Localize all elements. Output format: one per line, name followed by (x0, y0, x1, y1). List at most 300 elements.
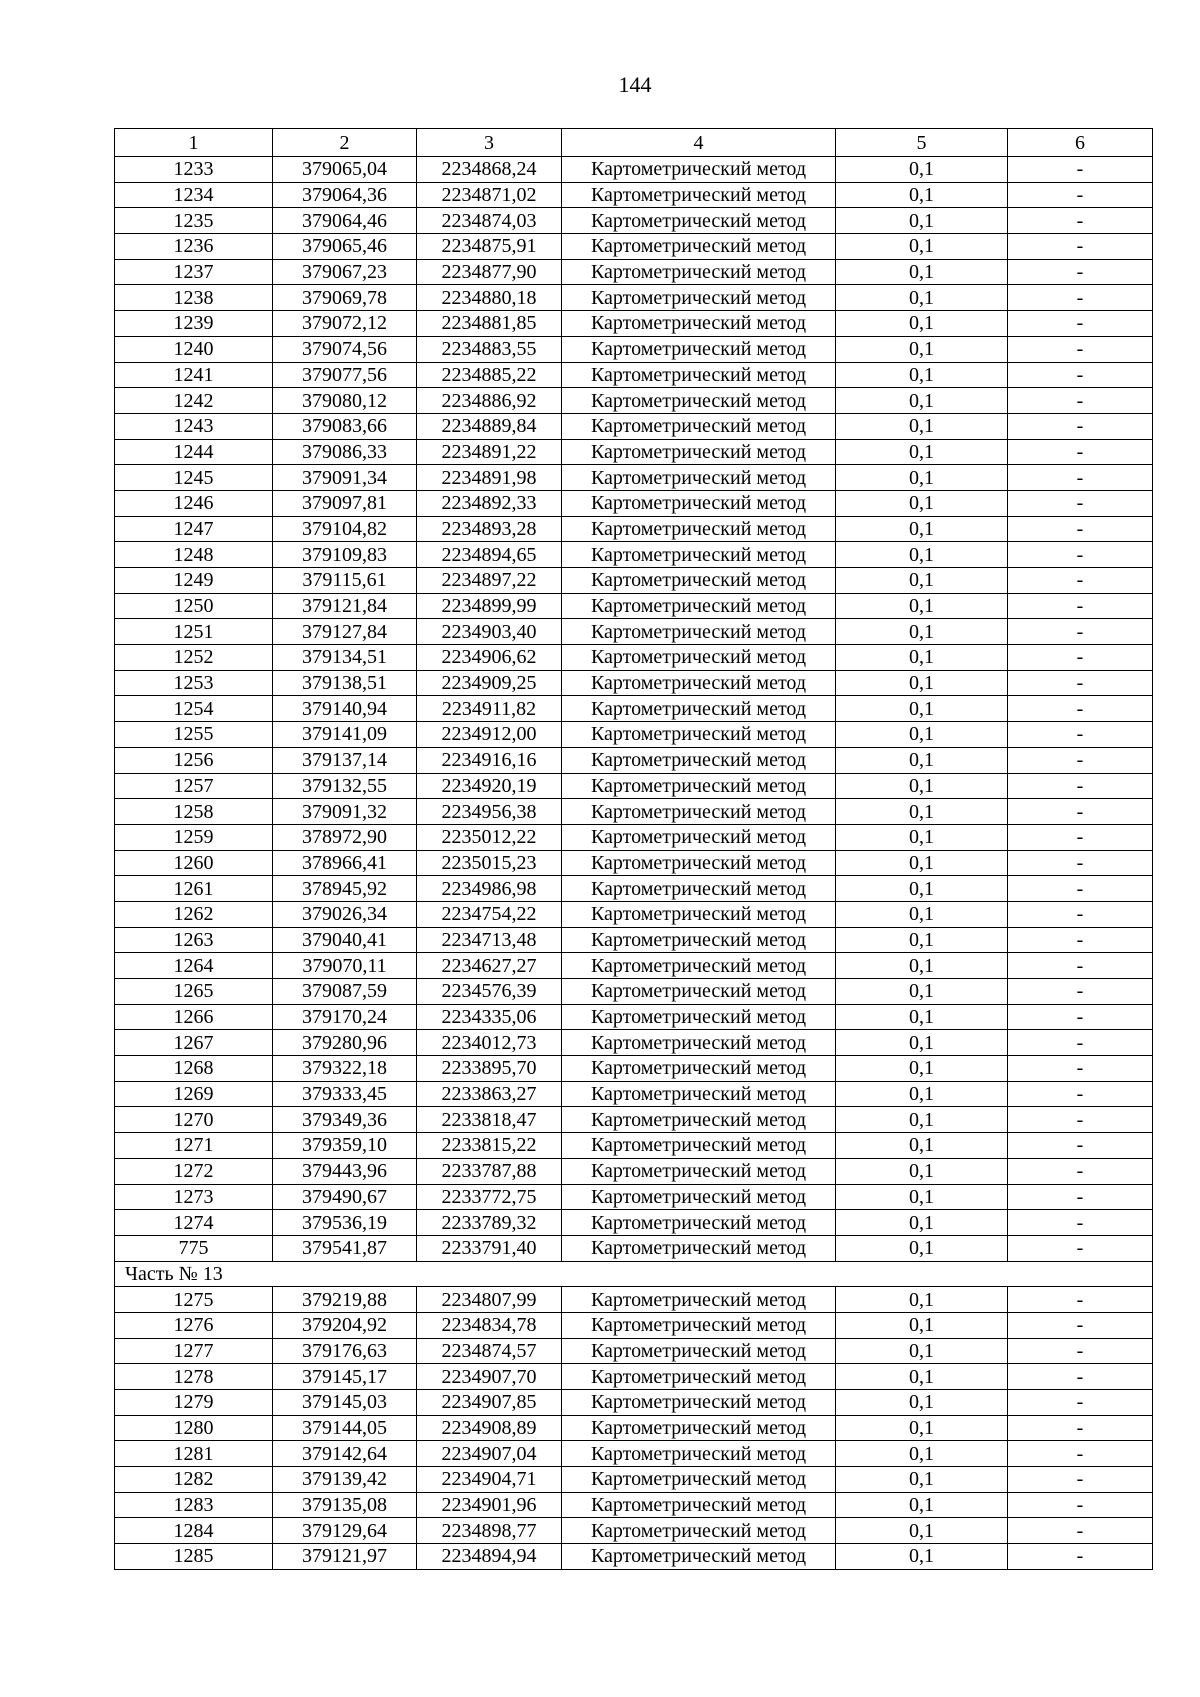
table-row (115, 850, 1153, 876)
table-cell: - (1008, 927, 1153, 953)
table-cell: - (1008, 1364, 1153, 1390)
column-header: 1 (115, 129, 273, 157)
table-cell: Картометрический метод (562, 1364, 836, 1390)
table-cell: 1238 (115, 285, 273, 311)
table-cell: 1253 (115, 670, 273, 696)
table-cell: 379087,59 (273, 979, 417, 1005)
table-cell: - (1008, 568, 1153, 594)
table-row (115, 1492, 1153, 1518)
table-cell: - (1008, 1210, 1153, 1236)
table-cell: 379074,56 (273, 336, 417, 362)
table-cell: 2235015,23 (417, 850, 562, 876)
table-cell: 2233815,22 (417, 1133, 562, 1159)
table-cell: 2233895,70 (417, 1056, 562, 1082)
table-cell: - (1008, 1390, 1153, 1416)
table-cell: 0,1 (836, 1056, 1008, 1082)
table-cell: 379091,32 (273, 799, 417, 825)
table-cell: 0,1 (836, 1390, 1008, 1416)
table-cell: 1260 (115, 850, 273, 876)
table-cell: 378966,41 (273, 850, 417, 876)
table-cell: Картометрический метод (562, 336, 836, 362)
table-row (115, 439, 1153, 465)
table-cell: 0,1 (836, 645, 1008, 671)
table-cell: 379129,64 (273, 1518, 417, 1544)
table-cell: Картометрический метод (562, 824, 836, 850)
table-row (115, 593, 1153, 619)
part-label: Часть № 13 (115, 1261, 1153, 1287)
table-cell: 379536,19 (273, 1210, 417, 1236)
table-row (115, 927, 1153, 953)
table-cell: - (1008, 439, 1153, 465)
table-cell: - (1008, 850, 1153, 876)
column-header: 2 (273, 129, 417, 157)
table-row (115, 465, 1153, 491)
table-cell: Картометрический метод (562, 1210, 836, 1236)
table-cell: 379349,36 (273, 1107, 417, 1133)
table-cell: 1270 (115, 1107, 273, 1133)
table-cell: 0,1 (836, 259, 1008, 285)
table-cell: - (1008, 1415, 1153, 1441)
table-cell: 1249 (115, 568, 273, 594)
table-row (115, 1287, 1153, 1313)
table-cell: - (1008, 1338, 1153, 1364)
table-cell: 1256 (115, 747, 273, 773)
table-cell: - (1008, 593, 1153, 619)
table-cell: 2234909,25 (417, 670, 562, 696)
table-row (115, 670, 1153, 696)
table-cell: 0,1 (836, 696, 1008, 722)
table-cell: - (1008, 1312, 1153, 1338)
table-cell: - (1008, 645, 1153, 671)
table-cell: 2234906,62 (417, 645, 562, 671)
table-row (115, 336, 1153, 362)
table-cell: 0,1 (836, 1492, 1008, 1518)
table-row (115, 901, 1153, 927)
table-cell: 379280,96 (273, 1030, 417, 1056)
table-cell: 0,1 (836, 1312, 1008, 1338)
table-cell: 1279 (115, 1390, 273, 1416)
table-cell: - (1008, 979, 1153, 1005)
table-cell: 379072,12 (273, 311, 417, 337)
table-cell: 2233772,75 (417, 1184, 562, 1210)
table-cell: 1271 (115, 1133, 273, 1159)
table-cell: 2234713,48 (417, 927, 562, 953)
table-cell: 0,1 (836, 1518, 1008, 1544)
table-row (115, 413, 1153, 439)
table-cell: Картометрический метод (562, 773, 836, 799)
table-cell: - (1008, 1492, 1153, 1518)
table-cell: 1241 (115, 362, 273, 388)
table-cell: 379083,66 (273, 413, 417, 439)
table-row (115, 1338, 1153, 1364)
table-cell: Картометрический метод (562, 850, 836, 876)
table-row (115, 1390, 1153, 1416)
table-cell: 0,1 (836, 799, 1008, 825)
table-cell: Картометрический метод (562, 1004, 836, 1030)
table-cell: 0,1 (836, 568, 1008, 594)
table-cell: 2234875,91 (417, 234, 562, 260)
table-cell: - (1008, 234, 1153, 260)
table-cell: Картометрический метод (562, 645, 836, 671)
table-cell: 1276 (115, 1312, 273, 1338)
table-cell: - (1008, 1544, 1153, 1570)
table-row (115, 208, 1153, 234)
table-row (115, 696, 1153, 722)
table-cell: 379132,55 (273, 773, 417, 799)
table-cell: 2234901,96 (417, 1492, 562, 1518)
table-row (115, 1133, 1153, 1159)
table-cell: Картометрический метод (562, 1390, 836, 1416)
table-row (115, 953, 1153, 979)
table-row (115, 773, 1153, 799)
table-cell: - (1008, 953, 1153, 979)
table-cell: 2234908,89 (417, 1415, 562, 1441)
table-cell: 0,1 (836, 619, 1008, 645)
table-row (115, 542, 1153, 568)
table-cell: - (1008, 619, 1153, 645)
table-cell: 1282 (115, 1467, 273, 1493)
table-cell: 379443,96 (273, 1158, 417, 1184)
table-cell: 1272 (115, 1158, 273, 1184)
table-cell: Картометрический метод (562, 1133, 836, 1159)
table-cell: - (1008, 516, 1153, 542)
table-cell: - (1008, 311, 1153, 337)
table-cell: - (1008, 1235, 1153, 1261)
coordinates-table (114, 128, 1153, 1570)
table-row (115, 157, 1153, 183)
table-cell: 0,1 (836, 1081, 1008, 1107)
table-cell: 1251 (115, 619, 273, 645)
table-cell: Картометрический метод (562, 413, 836, 439)
table-cell: Картометрический метод (562, 1415, 836, 1441)
table-cell: - (1008, 1184, 1153, 1210)
table-cell: 2234335,06 (417, 1004, 562, 1030)
table-cell: 1266 (115, 1004, 273, 1030)
table-cell: 2234916,16 (417, 747, 562, 773)
table-cell: Картометрический метод (562, 285, 836, 311)
table-cell: 1262 (115, 901, 273, 927)
table-row (115, 824, 1153, 850)
table-row (115, 1107, 1153, 1133)
column-header: 4 (562, 129, 836, 157)
table-cell: 1240 (115, 336, 273, 362)
table-cell: 379359,10 (273, 1133, 417, 1159)
table-cell: 0,1 (836, 593, 1008, 619)
table-cell: - (1008, 773, 1153, 799)
table-cell: - (1008, 1158, 1153, 1184)
table-cell: 1242 (115, 388, 273, 414)
table-cell: - (1008, 696, 1153, 722)
table-cell: 0,1 (836, 439, 1008, 465)
table-row (115, 234, 1153, 260)
table-cell: Картометрический метод (562, 953, 836, 979)
table-cell: 379109,83 (273, 542, 417, 568)
table-row (115, 619, 1153, 645)
table-cell: - (1008, 465, 1153, 491)
table-cell: 2234907,04 (417, 1441, 562, 1467)
table-cell: 2234986,98 (417, 876, 562, 902)
table-row (115, 388, 1153, 414)
table-cell: 379322,18 (273, 1056, 417, 1082)
table-cell: - (1008, 824, 1153, 850)
table-cell: 2234834,78 (417, 1312, 562, 1338)
table-cell: 379219,88 (273, 1287, 417, 1313)
table-cell: Картометрический метод (562, 799, 836, 825)
table-cell: Картометрический метод (562, 1081, 836, 1107)
table-cell: 0,1 (836, 1158, 1008, 1184)
table-cell: 2234892,33 (417, 490, 562, 516)
table-cell: 1239 (115, 311, 273, 337)
table-cell: 1275 (115, 1287, 273, 1313)
table-cell: 0,1 (836, 234, 1008, 260)
table-cell: - (1008, 388, 1153, 414)
table-cell: 1245 (115, 465, 273, 491)
table-row (115, 362, 1153, 388)
table-cell: - (1008, 362, 1153, 388)
table-cell: 2234868,24 (417, 157, 562, 183)
table-cell: Картометрический метод (562, 1056, 836, 1082)
table-cell: 379070,11 (273, 953, 417, 979)
table-cell: 0,1 (836, 490, 1008, 516)
table-cell: Картометрический метод (562, 1107, 836, 1133)
table-cell: - (1008, 285, 1153, 311)
table-cell: Картометрический метод (562, 901, 836, 927)
column-header: 5 (836, 129, 1008, 157)
table-row (115, 1312, 1153, 1338)
table-cell: 1259 (115, 824, 273, 850)
table-cell: 0,1 (836, 979, 1008, 1005)
table-cell: 2234883,55 (417, 336, 562, 362)
table-cell: 2234012,73 (417, 1030, 562, 1056)
table-cell: 0,1 (836, 1441, 1008, 1467)
table-row (115, 876, 1153, 902)
table-cell: 0,1 (836, 927, 1008, 953)
table-row (115, 1415, 1153, 1441)
table-cell: 379137,14 (273, 747, 417, 773)
table-cell: 2234576,39 (417, 979, 562, 1005)
table-cell: Картометрический метод (562, 542, 836, 568)
table-cell: - (1008, 1441, 1153, 1467)
table-row (115, 516, 1153, 542)
table-cell: 2234889,84 (417, 413, 562, 439)
table-cell: 379138,51 (273, 670, 417, 696)
table-cell: - (1008, 336, 1153, 362)
table-cell: 1237 (115, 259, 273, 285)
table-cell: 775 (115, 1235, 273, 1261)
table-cell: 0,1 (836, 1544, 1008, 1570)
table-cell: Картометрический метод (562, 1492, 836, 1518)
table-cell: 2234904,71 (417, 1467, 562, 1493)
table-cell: - (1008, 490, 1153, 516)
table-cell: 1246 (115, 490, 273, 516)
table-cell: 0,1 (836, 388, 1008, 414)
table-cell: 379040,41 (273, 927, 417, 953)
table-cell: 379086,33 (273, 439, 417, 465)
table-cell: 0,1 (836, 157, 1008, 183)
table-cell: 379064,36 (273, 182, 417, 208)
table-cell: Картометрический метод (562, 1518, 836, 1544)
table-row (115, 1158, 1153, 1184)
table-cell: 0,1 (836, 1004, 1008, 1030)
table-cell: Картометрический метод (562, 979, 836, 1005)
table-cell: 1257 (115, 773, 273, 799)
table-row (115, 747, 1153, 773)
table-cell: 2233863,27 (417, 1081, 562, 1107)
table-cell: 0,1 (836, 1210, 1008, 1236)
table-cell: Картометрический метод (562, 490, 836, 516)
table-cell: 1243 (115, 413, 273, 439)
table-cell: 378945,92 (273, 876, 417, 902)
table-cell: Картометрический метод (562, 1158, 836, 1184)
table-cell: - (1008, 1030, 1153, 1056)
table-row (115, 1210, 1153, 1236)
table-cell: 379145,17 (273, 1364, 417, 1390)
table-cell: 379541,87 (273, 1235, 417, 1261)
table-cell: 379333,45 (273, 1081, 417, 1107)
table-cell: Картометрический метод (562, 388, 836, 414)
table-cell: 2233818,47 (417, 1107, 562, 1133)
table-cell: 0,1 (836, 1184, 1008, 1210)
table-cell: 379091,34 (273, 465, 417, 491)
table-cell: 1269 (115, 1081, 273, 1107)
table-cell: Картометрический метод (562, 568, 836, 594)
table-cell: 379135,08 (273, 1492, 417, 1518)
table-cell: 2234899,99 (417, 593, 562, 619)
table-cell: 0,1 (836, 850, 1008, 876)
table-cell: Картометрический метод (562, 1441, 836, 1467)
table-cell: 0,1 (836, 1415, 1008, 1441)
table-cell: 0,1 (836, 413, 1008, 439)
table-row (115, 285, 1153, 311)
table-cell: 1268 (115, 1056, 273, 1082)
table-cell: 0,1 (836, 1364, 1008, 1390)
table-cell: Картометрический метод (562, 619, 836, 645)
table-cell: 1265 (115, 979, 273, 1005)
table-cell: - (1008, 208, 1153, 234)
table-cell: 2234907,70 (417, 1364, 562, 1390)
table-cell: 1236 (115, 234, 273, 260)
table-cell: 2234894,94 (417, 1544, 562, 1570)
table-cell: Картометрический метод (562, 876, 836, 902)
table-cell: Картометрический метод (562, 747, 836, 773)
table-cell: Картометрический метод (562, 1544, 836, 1570)
table-cell: 0,1 (836, 311, 1008, 337)
table-cell: 379121,84 (273, 593, 417, 619)
table-cell: 2234898,77 (417, 1518, 562, 1544)
table-cell: 1263 (115, 927, 273, 953)
table-cell: 1285 (115, 1544, 273, 1570)
table-cell: Картометрический метод (562, 1338, 836, 1364)
table-cell: Картометрический метод (562, 157, 836, 183)
table-cell: Картометрический метод (562, 1312, 836, 1338)
table-cell: Картометрический метод (562, 182, 836, 208)
table-header (115, 129, 1153, 157)
table-cell: - (1008, 747, 1153, 773)
table-cell: 379127,84 (273, 619, 417, 645)
table-cell: 0,1 (836, 722, 1008, 748)
column-header: 3 (417, 129, 562, 157)
table-cell: 2233789,32 (417, 1210, 562, 1236)
table-cell: Картометрический метод (562, 593, 836, 619)
table-cell: - (1008, 670, 1153, 696)
table-cell: 2234874,03 (417, 208, 562, 234)
table-cell: 2234881,85 (417, 311, 562, 337)
part-row (115, 1261, 1153, 1287)
table-cell: 1258 (115, 799, 273, 825)
table-cell: 379121,97 (273, 1544, 417, 1570)
table-cell: - (1008, 157, 1153, 183)
table-cell: 2233791,40 (417, 1235, 562, 1261)
table-cell: 379145,03 (273, 1390, 417, 1416)
table-cell: 0,1 (836, 285, 1008, 311)
table-cell: Картометрический метод (562, 1235, 836, 1261)
table-cell: 379139,42 (273, 1467, 417, 1493)
table-cell: 2234956,38 (417, 799, 562, 825)
table-cell: 0,1 (836, 208, 1008, 234)
table-cell: 1255 (115, 722, 273, 748)
table-row (115, 722, 1153, 748)
table-cell: Картометрический метод (562, 362, 836, 388)
table-cell: 379069,78 (273, 285, 417, 311)
table-cell: 0,1 (836, 465, 1008, 491)
table-cell: 1261 (115, 876, 273, 902)
table-cell: 1247 (115, 516, 273, 542)
table-cell: 2234920,19 (417, 773, 562, 799)
table-cell: - (1008, 1081, 1153, 1107)
table-cell: 0,1 (836, 362, 1008, 388)
table-cell: 2235012,22 (417, 824, 562, 850)
table-cell: 0,1 (836, 542, 1008, 568)
table-cell: 379170,24 (273, 1004, 417, 1030)
table-cell: 379490,67 (273, 1184, 417, 1210)
table-row (115, 568, 1153, 594)
table-cell: Картометрический метод (562, 1030, 836, 1056)
table-row (115, 1544, 1153, 1570)
table-row (115, 979, 1153, 1005)
table-cell: - (1008, 876, 1153, 902)
table-row (115, 1235, 1153, 1261)
table-cell: 0,1 (836, 1287, 1008, 1313)
table-cell: Картометрический метод (562, 1184, 836, 1210)
table-cell: 2233787,88 (417, 1158, 562, 1184)
table-cell: 379067,23 (273, 259, 417, 285)
table-cell: Картометрический метод (562, 208, 836, 234)
table-row (115, 182, 1153, 208)
table-cell: 1254 (115, 696, 273, 722)
table-row (115, 1030, 1153, 1056)
table-cell: 1264 (115, 953, 273, 979)
table-cell: 0,1 (836, 901, 1008, 927)
table-row (115, 490, 1153, 516)
column-header: 6 (1008, 129, 1153, 157)
table-body (115, 157, 1153, 1570)
table-row (115, 1467, 1153, 1493)
table-cell: 0,1 (836, 1107, 1008, 1133)
table-cell: 2234907,85 (417, 1390, 562, 1416)
table-cell: 2234894,65 (417, 542, 562, 568)
table-cell: 1281 (115, 1441, 273, 1467)
table-cell: - (1008, 722, 1153, 748)
table-cell: - (1008, 1287, 1153, 1313)
table-cell: 2234877,90 (417, 259, 562, 285)
table-cell: 1280 (115, 1415, 273, 1441)
table-cell: 0,1 (836, 824, 1008, 850)
table-cell: 2234912,00 (417, 722, 562, 748)
table-cell: - (1008, 1133, 1153, 1159)
table-cell: - (1008, 1056, 1153, 1082)
table-cell: 2234903,40 (417, 619, 562, 645)
table-cell: 0,1 (836, 1235, 1008, 1261)
